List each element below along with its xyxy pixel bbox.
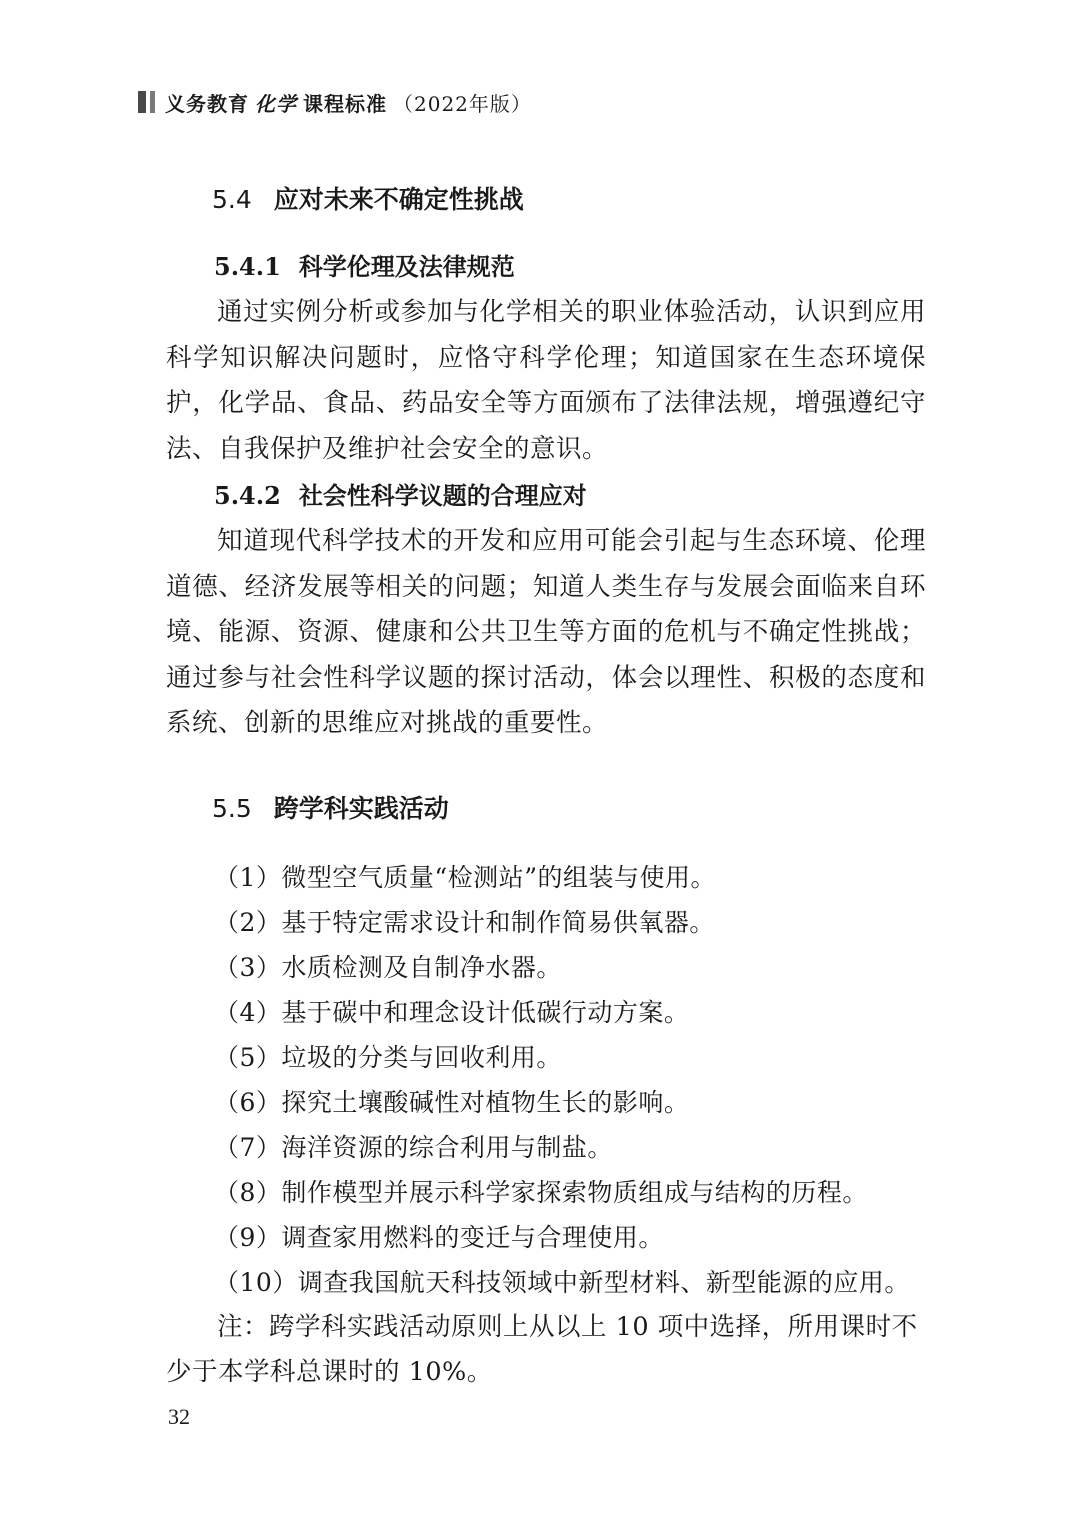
subsection-title: 科学伦理及法律规范 bbox=[298, 252, 515, 281]
section-title: 跨学科实践活动 bbox=[273, 793, 449, 823]
section-number: 5.4 bbox=[212, 185, 252, 214]
section-heading-5-4 bbox=[166, 176, 926, 224]
header-prefix: 义务教育 bbox=[165, 91, 249, 116]
list-item: （2）基于特定需求设计和制作简易供氧器。 bbox=[214, 907, 715, 937]
subsection-number: 5.4.2 bbox=[214, 481, 281, 510]
header-edition: （2022年版） bbox=[393, 91, 532, 116]
list-item: （10）调查我国航天科技领域中新型材料、新型能源的应用。 bbox=[214, 1267, 910, 1297]
list-item: （6）探究土壤酸碱性对植物生长的影响。 bbox=[214, 1087, 690, 1117]
list-item: （8）制作模型并展示科学家探索物质组成与结构的历程。 bbox=[214, 1177, 868, 1207]
section-title: 应对未来不确定性挑战 bbox=[273, 185, 524, 214]
section-number: 5.5 bbox=[212, 793, 252, 823]
header-standard: 课程标准 bbox=[303, 91, 387, 116]
list-item: （1）微型空气质量“检测站”的组装与使用。 bbox=[214, 862, 716, 892]
list-item: （4）基于碳中和理念设计低碳行动方案。 bbox=[214, 997, 690, 1027]
paragraph-5-4-2: 知道现代科学技术的开发和应用可能会引起与生态环境、伦理道德、经济发展等相关的问题；知道人类生存与发展会面临来自环境、能源、资源、健康和公共卫生等方面的危机与不确定性挑战；通过参与社会性科学议题的探讨活动，体会以理性、积极的态度和系统、创新的思维应对挑战的重要性。 bbox=[166, 526, 926, 738]
header-title bbox=[165, 88, 532, 117]
list-item: （5）垃圾的分类与回收利用。 bbox=[214, 1042, 562, 1072]
activity-list bbox=[166, 855, 926, 1305]
page-number: 32 bbox=[168, 1404, 190, 1429]
main-content bbox=[166, 176, 926, 1396]
header-subject: 化学 bbox=[255, 91, 297, 116]
header-bar-icon bbox=[138, 91, 155, 113]
list-item: （7）海洋资源的综合利用与制盐。 bbox=[214, 1132, 613, 1162]
subsection-heading-5-4-2 bbox=[166, 473, 926, 519]
subsection-number: 5.4.1 bbox=[214, 252, 281, 281]
note-paragraph: 注：跨学科实践活动原则上从以上 10 项中选择，所用课时不少于本学科总课时的 10%。 bbox=[166, 1311, 918, 1387]
list-item: （3）水质检测及自制净水器。 bbox=[214, 952, 562, 982]
subsection-title: 社会性科学议题的合理应对 bbox=[298, 481, 587, 510]
paragraph-5-4-1: 通过实例分析或参加与化学相关的职业体验活动，认识到应用科学知识解决问题时，应恪守科学伦理；知道国家在生态环境保护，化学品、食品、药品安全等方面颁布了法律法规，增强遵纪守法、自我保护及维护社会安全的意识。 bbox=[166, 297, 926, 464]
section-heading-5-5 bbox=[166, 785, 926, 833]
running-header bbox=[138, 88, 532, 116]
list-item: （9）调查家用燃料的变迁与合理使用。 bbox=[214, 1222, 664, 1252]
subsection-heading-5-4-1 bbox=[166, 244, 926, 290]
